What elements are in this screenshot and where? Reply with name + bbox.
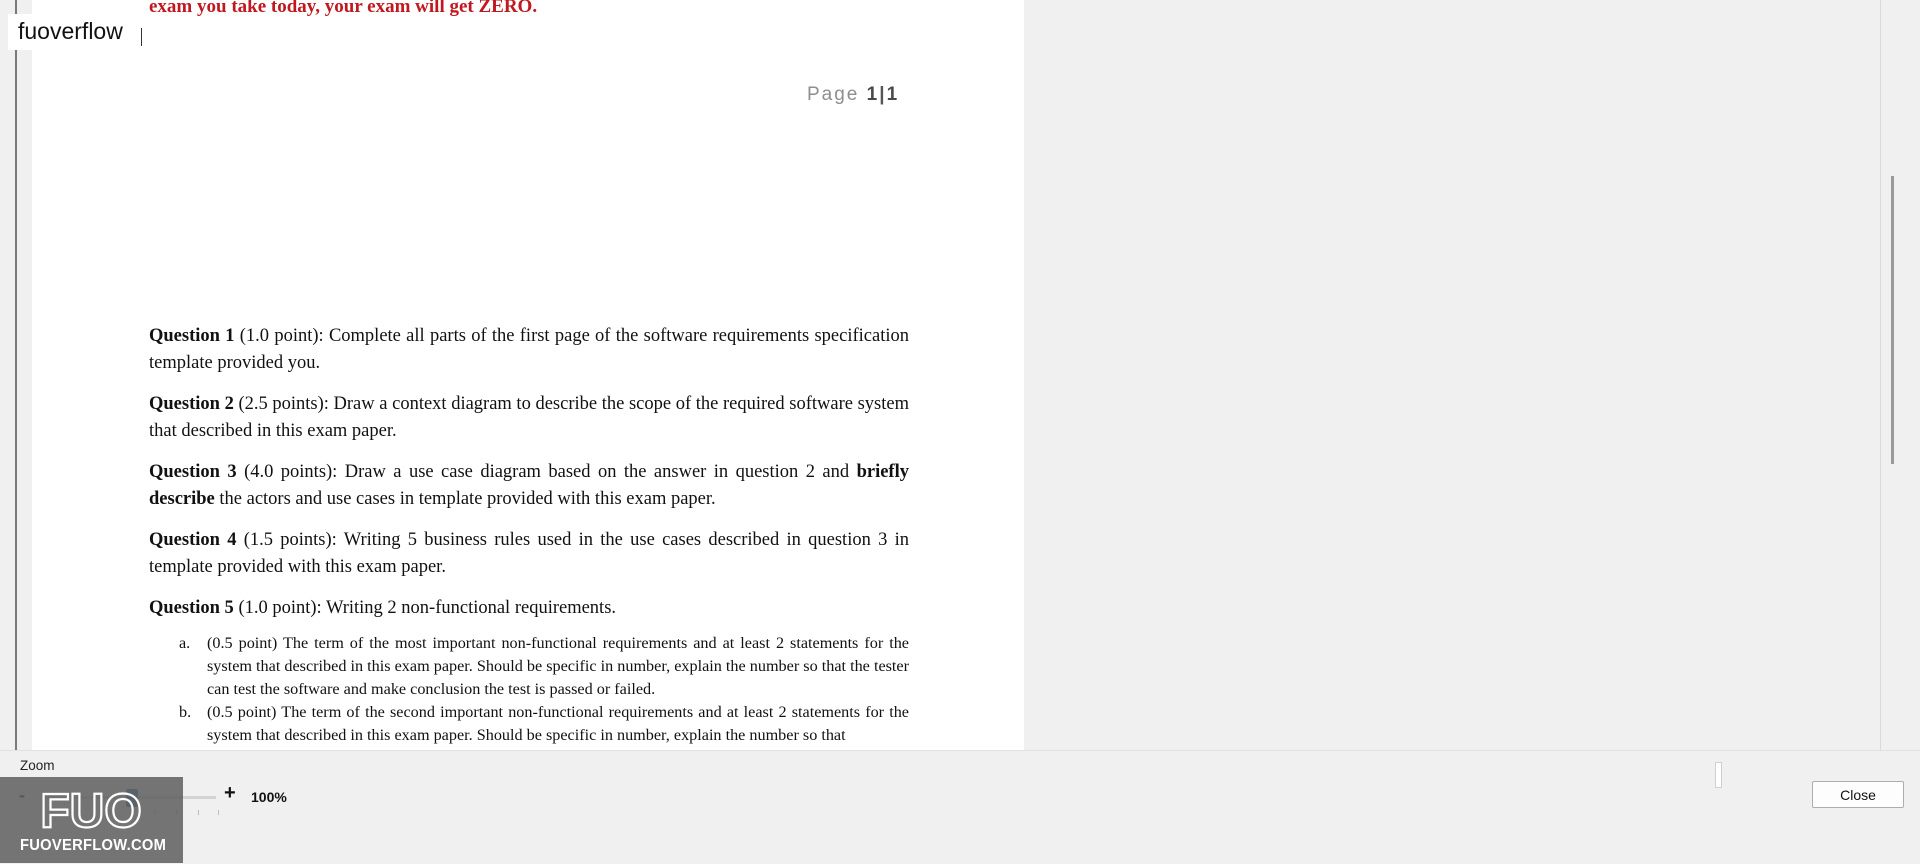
brand-text: fuoverflow bbox=[18, 18, 123, 44]
zoom-value: 100% bbox=[251, 789, 287, 805]
sub-item-letter: a. bbox=[179, 634, 191, 652]
question-1 bbox=[149, 323, 909, 377]
question-title: Question 2 bbox=[149, 394, 234, 414]
zoom-label: Zoom bbox=[20, 758, 55, 773]
page-number-current: 1 bbox=[866, 84, 880, 105]
watermark-text: FUOVERFLOW.COM bbox=[20, 837, 167, 854]
question-title: Question 5 bbox=[149, 598, 234, 618]
watermark bbox=[0, 777, 183, 863]
question-3 bbox=[149, 459, 909, 513]
page-number-label: Page bbox=[807, 84, 860, 105]
document-page bbox=[32, 0, 1024, 750]
sub-item-a bbox=[179, 632, 909, 701]
question-points: (4.0 points): bbox=[236, 462, 345, 482]
bottom-toolbar bbox=[0, 750, 1920, 864]
left-margin-rule bbox=[15, 0, 17, 750]
question-list bbox=[149, 323, 909, 636]
right-track-line bbox=[1880, 0, 1881, 750]
close-button[interactable]: Close bbox=[1812, 781, 1904, 808]
zoom-in-button[interactable]: + bbox=[224, 782, 236, 804]
question-points: (2.5 points): bbox=[233, 394, 334, 414]
resize-handle[interactable] bbox=[1715, 762, 1722, 788]
sub-item-list bbox=[179, 632, 909, 747]
sub-item-letter: b. bbox=[179, 703, 192, 721]
watermark-logo-icon bbox=[40, 781, 142, 838]
question-text-tail: the actors and use cases in template provided with this exam paper. bbox=[214, 489, 716, 509]
question-title: Question 3 bbox=[149, 462, 237, 482]
sub-item-text: (0.5 point) The term of the second important non-functional requirements and at least 2 statements for the system that described in this exam paper. Should be specific in number, explain the number so that bbox=[207, 703, 909, 744]
question-text: Writing 2 non-functional requirements. bbox=[325, 598, 617, 618]
question-emphasis: briefly describe bbox=[149, 462, 909, 509]
question-title: Question 4 bbox=[149, 530, 237, 550]
question-text: Complete all parts of the first page of the software requirements specification template provided you. bbox=[149, 326, 909, 373]
question-points: (1.5 points): bbox=[236, 530, 344, 550]
question-text: Draw a use case diagram based on the answer in question 2 and bbox=[344, 462, 857, 482]
sub-item-b bbox=[179, 701, 909, 747]
question-title: Question 1 bbox=[149, 326, 235, 346]
watermark-logo-text: FUO bbox=[40, 785, 142, 838]
question-5 bbox=[149, 595, 909, 622]
page-number-total: 1 bbox=[886, 84, 900, 105]
question-points: (1.0 point): bbox=[234, 326, 329, 346]
sub-item-text: (0.5 point) The term of the most important non-functional requirements and at least 2 statements for the system that described in this exam paper. Should be specific in number, explain the number so that the tester can test the software and make conclusion the test is passed or failed. bbox=[207, 634, 909, 698]
question-4 bbox=[149, 527, 909, 581]
question-points: (1.0 point): bbox=[233, 598, 326, 618]
top-notice: exam you take today, your exam will get ZERO. bbox=[149, 0, 538, 17]
text-cursor bbox=[141, 28, 142, 46]
question-2 bbox=[149, 391, 909, 445]
question-text: Writing 5 business rules used in the use cases described in question 3 in template provided with this exam paper. bbox=[149, 530, 909, 577]
question-text: Draw a context diagram to describe the scope of the required software system that described in this exam paper. bbox=[149, 394, 909, 441]
page-number bbox=[807, 84, 899, 106]
vertical-scrollbar-thumb[interactable] bbox=[1891, 176, 1894, 464]
page-number-separator: | bbox=[879, 84, 887, 105]
